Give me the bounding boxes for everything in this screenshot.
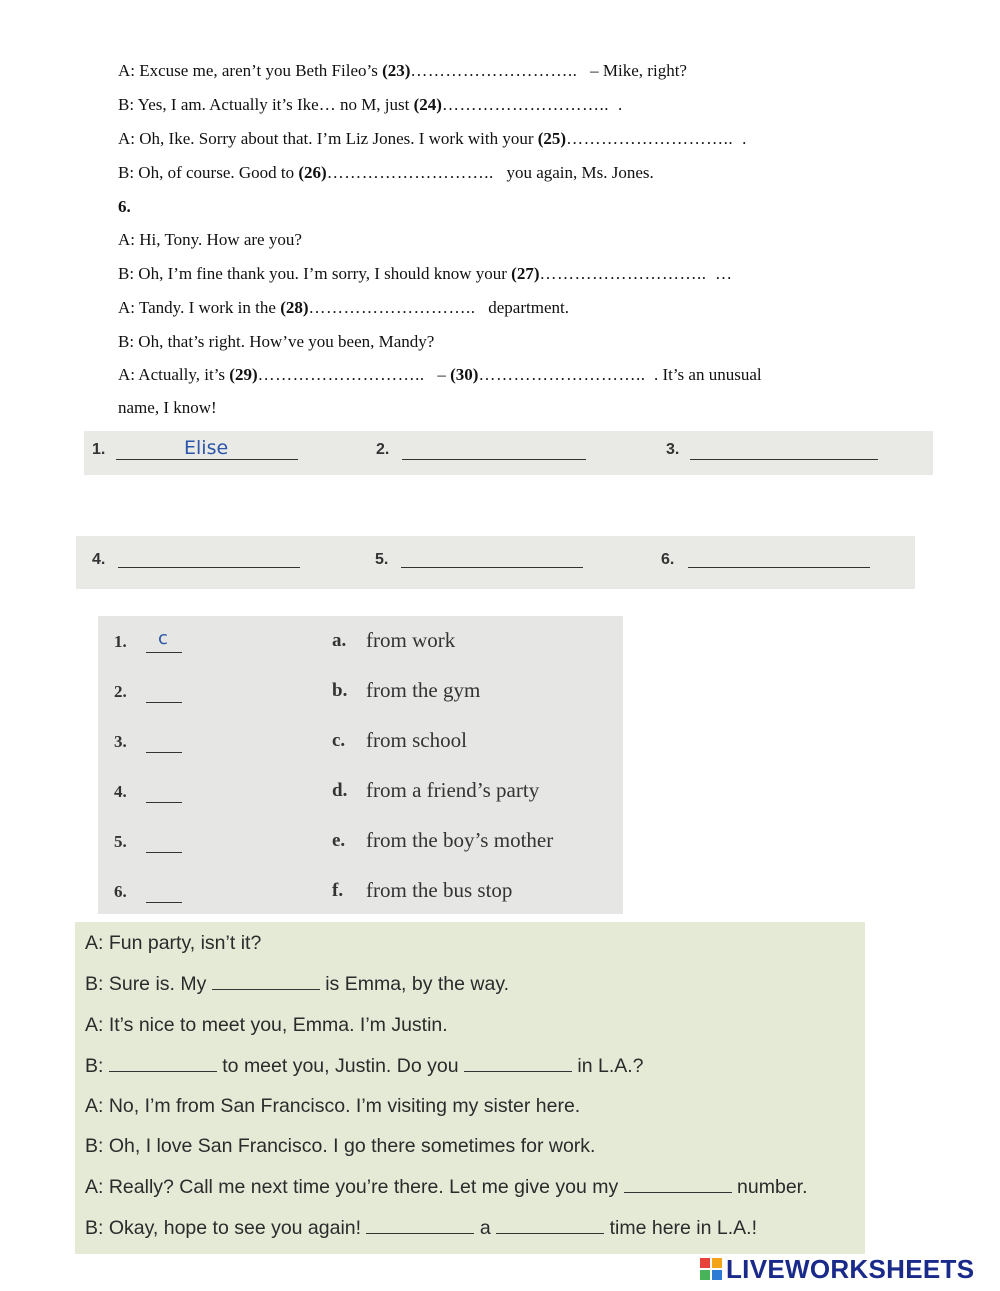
blank-number-28: (28)	[280, 298, 309, 317]
answer-input-1[interactable]: Elise	[184, 437, 229, 459]
text: B: Yes, I am. Actually it’s Ike… no M, just	[118, 95, 414, 114]
answer-strip-2	[76, 536, 915, 589]
match-number: 2.	[114, 682, 127, 701]
conversation-line-7	[85, 1176, 808, 1199]
match-answer-line	[146, 702, 182, 703]
match-number: 1.	[114, 632, 127, 651]
conversation-line-3: A: It’s nice to meet you, Emma. I’m Justin.	[85, 1014, 448, 1036]
conversation-line-6: B: Oh, I love San Francisco. I go there sometimes for work.	[85, 1135, 596, 1157]
match-answer-line	[146, 852, 182, 853]
conversation-panel	[75, 922, 865, 1254]
conversation-line-5: A: No, I’m from San Francisco. I’m visiting my sister here.	[85, 1095, 581, 1117]
text: A: Tandy. I work in the	[118, 298, 281, 317]
text: A: Really? Call me next time you’re there. Let me give you my	[85, 1176, 624, 1198]
option-letter: e.	[332, 830, 346, 851]
text: A: Oh, Ike. Sorry about that. I’m Liz Jones. I work with your	[118, 129, 538, 148]
answer-input-2[interactable]	[444, 437, 564, 459]
blank-26[interactable]: ………………………..	[326, 163, 494, 182]
text: …	[706, 264, 732, 283]
blank-phone[interactable]	[624, 1176, 732, 1193]
text: . It’s an unusual	[645, 365, 762, 384]
strip-item-number: 3.	[666, 441, 680, 458]
blank-27[interactable]: ………………………..	[539, 264, 707, 283]
strip-item-number: 4.	[92, 551, 106, 568]
dialogue-line-2	[118, 95, 622, 115]
dialogue-line-8: B: Oh, that’s right. How’ve you been, Mandy?	[118, 332, 435, 351]
text: to meet you, Justin. Do you	[216, 1055, 464, 1077]
text: B: Sure is. My	[85, 973, 212, 995]
answer-input-4[interactable]	[156, 546, 276, 568]
blank-number-27: (27)	[511, 264, 540, 283]
answer-input-6[interactable]	[726, 546, 846, 568]
answer-input-3[interactable]	[734, 437, 854, 459]
dialogue-line-9	[118, 365, 762, 385]
logo-square	[712, 1270, 722, 1280]
section-label: 6.	[118, 197, 131, 216]
conversation-line-2	[85, 973, 509, 996]
strip-item-number: 1.	[92, 441, 106, 458]
text: B:	[85, 1055, 109, 1077]
blank-number-29: (29)	[229, 365, 258, 384]
option-letter: b.	[332, 680, 348, 701]
dialogue-line-5: A: Hi, Tony. How are you?	[118, 230, 302, 249]
dialogue-line-6	[118, 264, 732, 284]
dialogue-line-3	[118, 129, 746, 149]
blank-great[interactable]	[496, 1217, 604, 1234]
match-number: 3.	[114, 732, 127, 751]
blank-number-30: (30)	[450, 365, 479, 384]
conversation-line-8	[85, 1217, 757, 1240]
text: A: Actually, it’s	[118, 365, 230, 384]
logo-square	[700, 1270, 710, 1280]
blank-24[interactable]: ………………………..	[441, 95, 614, 114]
answer-line	[690, 459, 878, 460]
blank-number-25: (25)	[537, 129, 567, 148]
blank-30[interactable]: ………………………..	[478, 365, 646, 384]
blank-have[interactable]	[366, 1217, 474, 1234]
text: you again, Ms. Jones.	[493, 163, 654, 182]
option-letter: f.	[332, 880, 344, 901]
section-number	[118, 197, 131, 217]
option-text: from the bus stop	[366, 878, 513, 902]
blank-live[interactable]	[464, 1055, 572, 1072]
match-answer-line	[146, 752, 182, 753]
text: –	[424, 365, 451, 384]
match-answer-line	[146, 802, 182, 803]
matching-exercise	[98, 616, 623, 914]
blank-number-26: (26)	[298, 163, 327, 182]
option-text: from the boy’s mother	[366, 828, 554, 852]
answer-line	[116, 459, 298, 460]
option-letter: a.	[332, 630, 347, 651]
blank-nice[interactable]	[109, 1055, 217, 1072]
blank-29[interactable]: ………………………..	[257, 365, 425, 384]
text: department.	[475, 298, 569, 317]
strip-item-number: 2.	[376, 441, 390, 458]
conversation-line-1: A: Fun party, isn’t it?	[85, 932, 262, 954]
answer-input-5[interactable]	[436, 546, 556, 568]
conversation-line-4	[85, 1055, 644, 1078]
option-letter: c.	[332, 730, 346, 751]
blank-number-23: (23)	[382, 61, 411, 80]
match-answer-line	[146, 902, 182, 903]
answer-line	[402, 459, 586, 460]
text: a	[474, 1217, 497, 1239]
match-answer-1[interactable]: c	[158, 628, 168, 649]
dialogue-line-1	[118, 61, 687, 81]
option-text: from a friend’s party	[366, 778, 540, 802]
option-letter: d.	[332, 780, 348, 801]
text: B: Oh, of course. Good to	[118, 163, 299, 182]
blank-28[interactable]: ………………………..	[308, 298, 476, 317]
strip-item-number: 5.	[375, 551, 389, 568]
text: number.	[731, 1176, 808, 1198]
text: A: Excuse me, aren’t you Beth Fileo’s	[118, 61, 383, 80]
strip-item-number: 6.	[661, 551, 675, 568]
option-text: from the gym	[366, 678, 481, 702]
option-text: from school	[366, 728, 467, 752]
text: .	[613, 95, 623, 114]
text: .	[737, 129, 747, 148]
option-text: from work	[366, 628, 456, 652]
dialogue-line-10: name, I know!	[118, 398, 217, 417]
logo-text: LIVEWORKSHEETS	[726, 1253, 975, 1284]
blank-25[interactable]: ………………………..	[566, 129, 738, 148]
liveworksheets-logo[interactable]	[700, 1253, 975, 1284]
text: in L.A.?	[571, 1055, 644, 1077]
blank-number-24: (24)	[413, 95, 442, 114]
blank-23[interactable]: ………………………..	[410, 61, 578, 80]
logo-square	[700, 1258, 710, 1268]
match-number: 5.	[114, 832, 127, 851]
text: – Mike, right?	[577, 61, 687, 80]
match-number: 4.	[114, 782, 127, 801]
dialogue-line-7	[118, 298, 569, 318]
text: B: Okay, hope to see you again!	[85, 1217, 367, 1239]
logo-icon	[700, 1258, 722, 1280]
match-number: 6.	[114, 882, 127, 901]
text: B: Oh, I’m fine thank you. I’m sorry, I should know your	[118, 264, 512, 283]
text: is Emma, by the way.	[319, 973, 510, 995]
blank-name[interactable]	[212, 973, 320, 990]
logo-square	[712, 1258, 722, 1268]
answer-strip-1	[84, 431, 933, 475]
text: time here in L.A.!	[604, 1217, 757, 1239]
match-answer-line	[146, 652, 182, 653]
dialogue-line-4	[118, 163, 654, 183]
